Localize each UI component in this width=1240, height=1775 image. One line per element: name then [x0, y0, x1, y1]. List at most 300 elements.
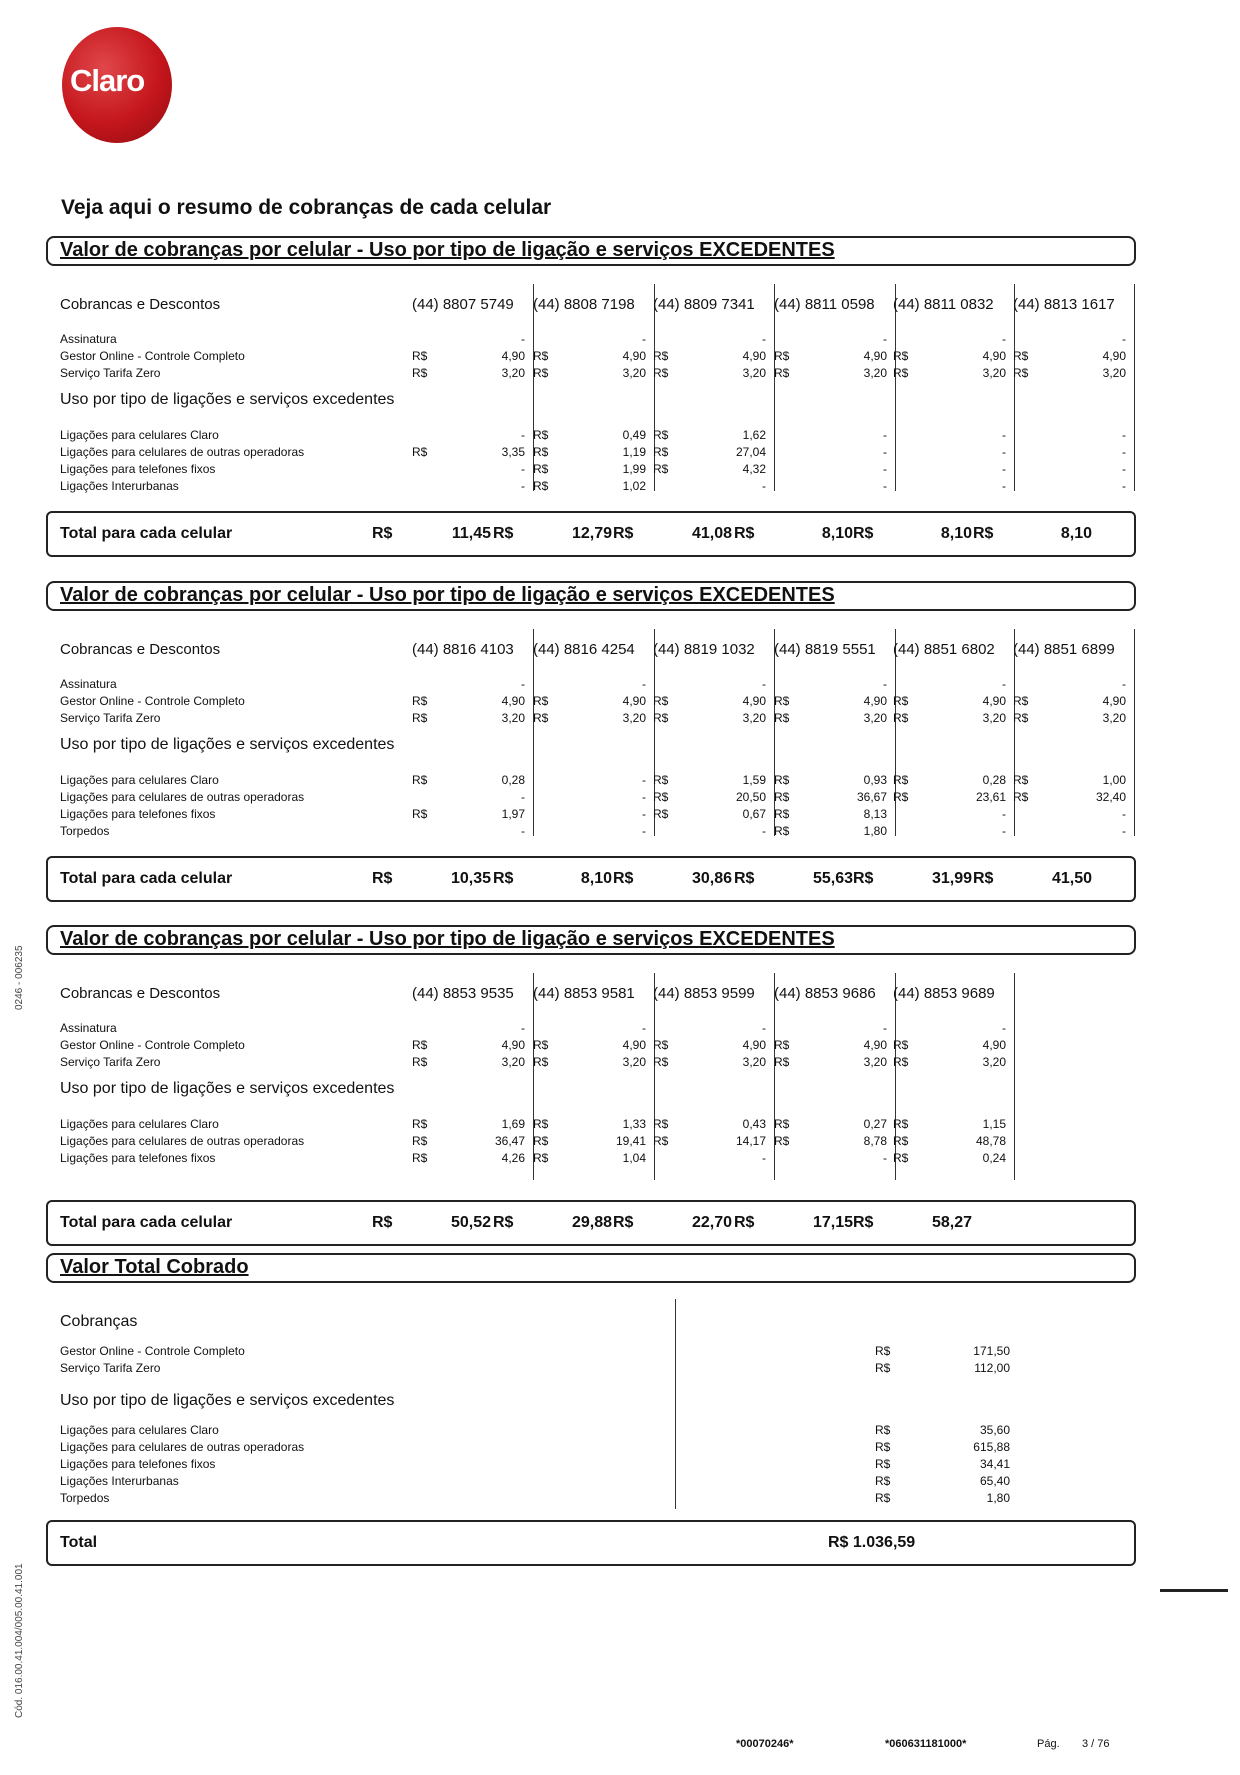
cell-value: 23,61: [975, 790, 1006, 804]
currency: R$: [893, 694, 909, 708]
cell-value: -: [1122, 479, 1126, 493]
cell-value: -: [521, 462, 525, 476]
footer-page-number: 3 / 76: [1082, 1738, 1110, 1750]
column-header: Cobrancas e Descontos: [60, 641, 221, 658]
total-currency: R$: [493, 525, 514, 542]
cell-value: 3,20: [501, 366, 525, 380]
currency: R$: [533, 366, 549, 380]
claro-logo: Claro: [62, 27, 172, 143]
currency: R$: [412, 1151, 428, 1165]
cell-value: -: [642, 773, 646, 787]
row-label: Assinatura: [60, 332, 117, 346]
cell-value: -: [883, 428, 887, 442]
grand-total-box: [46, 1520, 1136, 1566]
currency: R$: [1013, 349, 1029, 363]
cell-value: 0,28: [982, 773, 1006, 787]
currency: R$: [774, 1117, 790, 1131]
cell-value: 4,90: [982, 349, 1006, 363]
phone-number: (44) 8808 7198: [533, 296, 635, 313]
currency: R$: [774, 1134, 790, 1148]
cell-value: 3,20: [863, 711, 887, 725]
cell-value: 4,90: [1102, 349, 1126, 363]
section-1: [46, 236, 1136, 558]
cell-value: -: [1002, 479, 1006, 493]
currency: R$: [412, 366, 428, 380]
cell-value: 4,90: [1102, 694, 1126, 708]
summary-row-label: Gestor Online - Controle Completo: [60, 1344, 245, 1358]
column-divider: [895, 284, 896, 491]
cell-value: -: [883, 332, 887, 346]
currency: R$: [412, 773, 428, 787]
summary-value: 615,88: [973, 1440, 1010, 1454]
cell-value: 1,69: [501, 1117, 525, 1131]
column-divider: [654, 973, 655, 1180]
cell-value: 0,67: [742, 807, 766, 821]
cell-value: -: [883, 677, 887, 691]
currency: R$: [533, 462, 549, 476]
section-3: [46, 925, 1136, 1231]
cell-value: 4,26: [501, 1151, 525, 1165]
column-divider: [533, 629, 534, 836]
row-label: Torpedos: [60, 824, 110, 838]
total-currency: R$: [853, 1214, 874, 1231]
currency: R$: [774, 349, 790, 363]
cell-value: 0,49: [622, 428, 646, 442]
row-label: Assinatura: [60, 677, 117, 691]
cell-value: 3,20: [1102, 366, 1126, 380]
total-currency: R$: [734, 525, 755, 542]
summary-value: 171,50: [973, 1344, 1010, 1358]
row-label: Assinatura: [60, 1021, 117, 1035]
phone-number: (44) 8819 1032: [653, 641, 755, 658]
subheader: Uso por tipo de ligações e serviços excedentes: [60, 736, 395, 753]
total-value: 58,27: [931, 1214, 972, 1231]
cell-value: -: [642, 677, 646, 691]
summary-value: 65,40: [979, 1474, 1010, 1488]
cell-value: 3,20: [863, 1055, 887, 1069]
cell-value: -: [1002, 677, 1006, 691]
column-divider: [1014, 629, 1015, 836]
cell-value: 20,50: [735, 790, 766, 804]
summary-section: [46, 1253, 1136, 1565]
cell-value: -: [1002, 332, 1006, 346]
column-divider: [533, 973, 534, 1180]
row-label: Ligações para celulares de outras operadoras: [60, 1134, 305, 1148]
summary-row-label: Serviço Tarifa Zero: [60, 1361, 161, 1375]
cell-value: -: [1122, 462, 1126, 476]
cell-value: 4,90: [501, 694, 525, 708]
cell-value: 4,90: [622, 349, 646, 363]
cell-value: -: [762, 1021, 766, 1035]
currency: R$: [653, 1134, 669, 1148]
total-currency: R$: [613, 870, 634, 887]
cell-value: 4,90: [742, 694, 766, 708]
currency: R$: [653, 445, 669, 459]
cell-value: 3,20: [982, 366, 1006, 380]
phone-number: (44) 8851 6899: [1013, 641, 1115, 658]
cell-value: -: [642, 824, 646, 838]
total-currency: R$: [973, 525, 994, 542]
cell-value: 48,78: [975, 1134, 1006, 1148]
row-label: Ligações para celulares de outras operadoras: [60, 445, 305, 459]
currency: R$: [774, 366, 790, 380]
currency: R$: [412, 1134, 428, 1148]
currency: R$: [653, 1055, 669, 1069]
currency: R$: [893, 773, 909, 787]
phone-number: (44) 8853 9581: [533, 985, 635, 1002]
total-label: Total para cada celular: [60, 525, 233, 542]
phone-number: (44) 8816 4254: [533, 641, 635, 658]
cell-value: -: [762, 479, 766, 493]
currency: R$: [893, 1151, 909, 1165]
cell-value: -: [762, 332, 766, 346]
cell-value: 3,20: [622, 366, 646, 380]
total-currency: R$: [613, 525, 634, 542]
cell-value: -: [521, 824, 525, 838]
column-divider: [654, 284, 655, 491]
column-divider: [1014, 973, 1015, 1180]
currency: R$: [653, 807, 669, 821]
cell-value: 4,90: [863, 1038, 887, 1052]
phone-number: (44) 8853 9599: [653, 985, 755, 1002]
row-label: Ligações para celulares de outras operadoras: [60, 790, 305, 804]
currency: R$: [533, 479, 549, 493]
cell-value: 0,24: [982, 1151, 1006, 1165]
currency: R$: [774, 694, 790, 708]
column-divider: [774, 629, 775, 836]
cell-value: -: [521, 428, 525, 442]
total-currency: R$: [493, 870, 514, 887]
summary-value: 34,41: [979, 1457, 1010, 1471]
cell-value: 1,02: [622, 479, 646, 493]
currency: R$: [893, 711, 909, 725]
summary-divider: [675, 1299, 676, 1509]
cell-value: 0,27: [863, 1117, 887, 1131]
total-value: 8,10: [940, 525, 972, 542]
column-divider: [1134, 284, 1135, 491]
cell-value: 3,20: [742, 366, 766, 380]
column-header: Cobrancas e Descontos: [60, 296, 221, 313]
cell-value: 0,93: [863, 773, 887, 787]
total-value: 41,08: [691, 525, 732, 542]
cell-value: 3,20: [622, 1055, 646, 1069]
phone-number: (44) 8853 9686: [774, 985, 876, 1002]
cell-value: -: [1122, 677, 1126, 691]
column-divider: [895, 629, 896, 836]
currency: R$: [1013, 694, 1029, 708]
summary-currency: R$: [875, 1440, 891, 1454]
total-value: 41,50: [1051, 870, 1092, 887]
currency: R$: [412, 694, 428, 708]
column-divider: [654, 629, 655, 836]
total-label: Total para cada celular: [60, 870, 233, 887]
cell-value: -: [1002, 445, 1006, 459]
currency: R$: [653, 694, 669, 708]
currency: R$: [1013, 366, 1029, 380]
cell-value: -: [762, 1151, 766, 1165]
cell-value: -: [883, 1021, 887, 1035]
total-value: 12,79: [571, 525, 612, 542]
currency: R$: [412, 349, 428, 363]
currency: R$: [412, 807, 428, 821]
cell-value: 32,40: [1095, 790, 1126, 804]
currency: R$: [774, 711, 790, 725]
cell-value: -: [883, 462, 887, 476]
column-divider: [774, 973, 775, 1180]
cell-value: 3,20: [982, 711, 1006, 725]
total-currency: R$: [734, 1214, 755, 1231]
currency: R$: [774, 807, 790, 821]
cell-value: 1,33: [622, 1117, 646, 1131]
footer-code-1: *00070246*: [736, 1738, 794, 1750]
row-label: Ligações para celulares Claro: [60, 1117, 219, 1131]
cell-value: 3,20: [742, 711, 766, 725]
column-divider: [1014, 284, 1015, 491]
summary-currency: R$: [875, 1344, 891, 1358]
cell-value: 0,43: [742, 1117, 766, 1131]
section-header: [46, 236, 1136, 266]
row-label: Ligações Interurbanas: [60, 479, 179, 493]
currency: R$: [533, 711, 549, 725]
currency: R$: [653, 366, 669, 380]
currency: R$: [412, 1117, 428, 1131]
row-label: Gestor Online - Controle Completo: [60, 1038, 245, 1052]
cell-value: 36,67: [856, 790, 887, 804]
row-label: Serviço Tarifa Zero: [60, 366, 161, 380]
currency: R$: [893, 349, 909, 363]
cell-value: -: [1122, 428, 1126, 442]
currency: R$: [533, 445, 549, 459]
row-label: Gestor Online - Controle Completo: [60, 349, 245, 363]
currency: R$: [412, 1055, 428, 1069]
summary-currency: R$: [875, 1361, 891, 1375]
cell-value: 1,62: [742, 428, 766, 442]
section-header-title: Valor de cobranças por celular - Uso por tipo de ligação e serviços EXCEDENTES: [60, 239, 835, 261]
cell-value: 1,99: [622, 462, 646, 476]
cell-value: 1,15: [982, 1117, 1006, 1131]
cell-value: 27,04: [735, 445, 766, 459]
currency: R$: [893, 1038, 909, 1052]
total-value: 50,52: [450, 1214, 491, 1231]
total-box: [46, 511, 1136, 557]
cell-value: 14,17: [735, 1134, 766, 1148]
phone-number: (44) 8816 4103: [412, 641, 514, 658]
row-label: Ligações para telefones fixos: [60, 462, 216, 476]
cell-value: 4,90: [742, 349, 766, 363]
total-currency: R$: [372, 525, 393, 542]
currency: R$: [774, 1055, 790, 1069]
cell-value: -: [762, 824, 766, 838]
total-currency: R$: [734, 870, 755, 887]
total-value: 30,86: [691, 870, 732, 887]
phone-number: (44) 8819 5551: [774, 641, 876, 658]
total-box: [46, 1200, 1136, 1246]
row-label: Serviço Tarifa Zero: [60, 711, 161, 725]
grand-total-value: R$ 1.036,59: [828, 1534, 916, 1551]
total-value: 8,10: [580, 870, 612, 887]
cell-value: -: [1002, 807, 1006, 821]
cell-value: -: [1002, 824, 1006, 838]
section-2: [46, 581, 1136, 903]
cell-value: -: [642, 1021, 646, 1035]
phone-number: (44) 8853 9535: [412, 985, 514, 1002]
column-divider: [895, 973, 896, 1180]
total-value: 8,10: [821, 525, 853, 542]
cell-value: -: [521, 790, 525, 804]
cell-value: 3,20: [742, 1055, 766, 1069]
total-value: 17,15: [812, 1214, 853, 1231]
total-value: 10,35: [450, 870, 491, 887]
cell-value: -: [1122, 807, 1126, 821]
currency: R$: [653, 1038, 669, 1052]
row-label: Ligações para telefones fixos: [60, 1151, 216, 1165]
cell-value: -: [642, 332, 646, 346]
cell-value: -: [1002, 1021, 1006, 1035]
summary-row-label: Ligações para celulares de outras operadoras: [60, 1440, 305, 1454]
summary-row-label: Ligações para celulares Claro: [60, 1423, 219, 1437]
cell-value: 4,90: [501, 349, 525, 363]
phone-number: (44) 8811 0832: [893, 296, 994, 313]
total-label: Total para cada celular: [60, 1214, 233, 1231]
total-value: 55,63: [812, 870, 853, 887]
total-currency: R$: [613, 1214, 634, 1231]
cell-value: 4,90: [863, 349, 887, 363]
cell-value: 4,90: [982, 1038, 1006, 1052]
summary-value: 1,80: [986, 1491, 1010, 1505]
total-value: 11,45: [451, 525, 491, 542]
currency: R$: [533, 1151, 549, 1165]
currency: R$: [1013, 790, 1029, 804]
cell-value: -: [521, 479, 525, 493]
currency: R$: [412, 445, 428, 459]
column-header: Cobrancas e Descontos: [60, 985, 221, 1002]
currency: R$: [533, 349, 549, 363]
currency: R$: [1013, 711, 1029, 725]
summary-header: Valor Total Cobrado: [46, 1253, 1136, 1283]
currency: R$: [533, 428, 549, 442]
footer-code-2: *060631181000*: [885, 1738, 967, 1750]
total-currency: R$: [853, 870, 874, 887]
margin-mark: [1160, 1589, 1228, 1592]
currency: R$: [893, 1055, 909, 1069]
total-value: 31,99: [931, 870, 972, 887]
cell-value: 4,90: [742, 1038, 766, 1052]
currency: R$: [533, 1038, 549, 1052]
column-divider: [533, 284, 534, 491]
phone-number: (44) 8809 7341: [653, 296, 755, 313]
cell-value: 36,47: [494, 1134, 525, 1148]
currency: R$: [653, 462, 669, 476]
cell-value: 1,04: [622, 1151, 646, 1165]
cell-value: 19,41: [615, 1134, 646, 1148]
currency: R$: [893, 1117, 909, 1131]
total-currency: R$: [493, 1214, 514, 1231]
section-header: [46, 581, 1136, 611]
cell-value: 4,32: [742, 462, 766, 476]
cell-value: 4,90: [982, 694, 1006, 708]
currency: R$: [653, 711, 669, 725]
total-currency: R$: [973, 870, 994, 887]
currency: R$: [653, 790, 669, 804]
summary-currency: R$: [875, 1491, 891, 1505]
row-label: Gestor Online - Controle Completo: [60, 694, 245, 708]
currency: R$: [893, 366, 909, 380]
cell-value: 8,13: [863, 807, 887, 821]
currency: R$: [533, 1055, 549, 1069]
cell-value: 8,78: [863, 1134, 887, 1148]
total-value: 8,10: [1060, 525, 1092, 542]
currency: R$: [653, 773, 669, 787]
cell-value: 3,20: [622, 711, 646, 725]
cell-value: 1,19: [622, 445, 646, 459]
cell-value: 3,20: [501, 1055, 525, 1069]
row-label: Ligações para celulares Claro: [60, 428, 219, 442]
total-currency: R$: [372, 870, 393, 887]
currency: R$: [412, 1038, 428, 1052]
cell-value: 0,28: [501, 773, 525, 787]
currency: R$: [533, 1117, 549, 1131]
row-label: Ligações para celulares Claro: [60, 773, 219, 787]
cell-value: 3,20: [501, 711, 525, 725]
cell-value: 1,97: [501, 807, 525, 821]
cell-value: 1,59: [742, 773, 766, 787]
total-box: [46, 856, 1136, 902]
footer-page-label: Pág.: [1037, 1738, 1060, 1750]
cell-value: 3,20: [982, 1055, 1006, 1069]
total-value: 29,88: [571, 1214, 612, 1231]
phone-number: (44) 8813 1617: [1013, 296, 1115, 313]
summary-row-label: Torpedos: [60, 1491, 110, 1505]
cell-value: -: [1122, 824, 1126, 838]
cell-value: 4,90: [622, 1038, 646, 1052]
currency: R$: [1013, 773, 1029, 787]
cell-value: -: [642, 807, 646, 821]
section-header-title: Valor de cobranças por celular - Uso por tipo de ligação e serviços EXCEDENTES: [60, 928, 835, 950]
cell-value: -: [1002, 462, 1006, 476]
cell-value: 3,35: [501, 445, 525, 459]
summary-value: 112,00: [974, 1361, 1010, 1375]
page-title: Veja aqui o resumo de cobranças de cada celular: [61, 196, 552, 219]
cell-value: -: [1122, 445, 1126, 459]
cell-value: -: [883, 445, 887, 459]
summary-row-label: Ligações Interurbanas: [60, 1474, 179, 1488]
side-code-top: 0246 - 006235: [14, 945, 25, 1010]
side-code-bottom: Cód. 016.00.41.004/005.00.41.001: [14, 1563, 25, 1718]
currency: R$: [774, 824, 790, 838]
phone-number: (44) 8807 5749: [412, 296, 514, 313]
phone-number: (44) 8853 9689: [893, 985, 995, 1002]
currency: R$: [893, 790, 909, 804]
cell-value: -: [883, 479, 887, 493]
cell-value: 4,90: [501, 1038, 525, 1052]
cell-value: -: [1122, 332, 1126, 346]
currency: R$: [774, 1038, 790, 1052]
total-currency: R$: [372, 1214, 393, 1231]
total-currency: R$: [853, 525, 874, 542]
phone-number: (44) 8811 0598: [774, 296, 875, 313]
row-label: Ligações para telefones fixos: [60, 807, 216, 821]
currency: R$: [533, 694, 549, 708]
currency: R$: [533, 1134, 549, 1148]
currency: R$: [653, 1117, 669, 1131]
cell-value: 3,20: [1102, 711, 1126, 725]
subheader: Uso por tipo de ligações e serviços excedentes: [60, 1080, 395, 1097]
cell-value: -: [521, 332, 525, 346]
cell-value: 1,80: [863, 824, 887, 838]
cell-value: -: [521, 1021, 525, 1035]
cell-value: 3,20: [863, 366, 887, 380]
cell-value: 4,90: [622, 694, 646, 708]
